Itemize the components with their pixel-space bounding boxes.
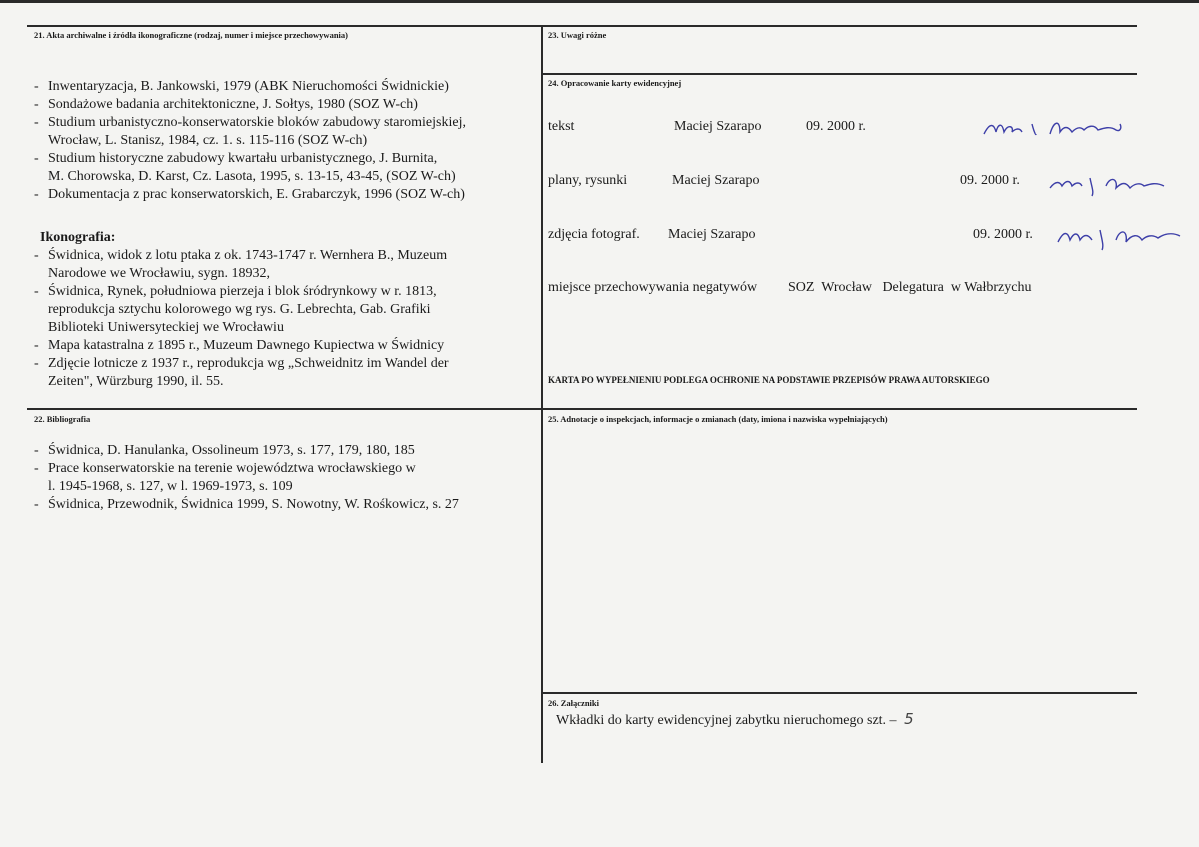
ikonografia-title: Ikonografia:: [40, 230, 116, 245]
item-text: Inwentaryzacja, B. Jankowski, 1979 (ABK Nieruchomości Świdnickie): [48, 79, 449, 94]
rule-26-top: [543, 692, 1137, 694]
signature-3: [1054, 220, 1186, 254]
list-item: - Studium historyczne zabudowy kwartału urbanistycznego, J. Burnita, M. Chorowska, D. Karst, Cz. Lasota, 1995, s. 13-15, 43-45, (SOZ W-ch): [34, 150, 466, 186]
list-item: - Świdnica, Przewodnik, Świdnica 1999, S. Nowotny, W. Rośkowicz, s. 27: [34, 497, 459, 512]
list-item: - Dokumentacja z prac konserwatorskich, E. Grabarczyk, 1996 (SOZ W-ch): [34, 187, 465, 202]
row-zdjecia-label: zdjęcia fotograf.: [548, 227, 640, 242]
attachments-text: [556, 710, 914, 730]
section-25-header: 25. Adnotacje o inspekcjach, informacje o zmianach (daty, imiona i nazwiska wypełniających): [548, 414, 888, 424]
item-text-cont: reprodukcja sztychu kolorowego wg rys. G. Lebrechta, Gab. Grafiki: [48, 302, 431, 317]
list-item: - Inwentaryzacja, B. Jankowski, 1979 (ABK Nieruchomości Świdnickie): [34, 79, 449, 94]
row-plany-date: 09. 2000 r.: [960, 173, 1020, 188]
section-21-list: [34, 78, 466, 204]
item-text: Dokumentacja z prac konserwatorskich, E. Grabarczyk, 1996 (SOZ W-ch): [48, 187, 465, 202]
attachments-count: 5: [904, 710, 914, 728]
section-22-list: [34, 442, 459, 514]
storage-label: miejsce przechowywania negatywów: [548, 280, 758, 295]
item-text: Mapa katastralna z 1895 r., Muzeum Dawnego Kupiectwa w Świdnicy: [48, 338, 445, 353]
signature-2: [1046, 168, 1172, 200]
item-text-cont: l. 1945-1968, s. 127, w l. 1969-1973, s. 109: [48, 479, 293, 494]
row-zdjecia-name: Maciej Szarapo: [668, 227, 756, 242]
rule-top: [27, 25, 1137, 27]
item-text: Prace konserwatorskie na terenie województwa wrocławskiego w: [48, 461, 416, 476]
row-tekst-date: 09. 2000 r.: [806, 119, 866, 134]
item-text: Studium historyczne zabudowy kwartału urbanistycznego, J. Burnita,: [48, 151, 438, 166]
storage-value: SOZ Wrocław Delegatura w Wałbrzychu: [788, 280, 1032, 295]
section-26-header: 26. Załączniki: [548, 698, 600, 708]
section-23-header: 23. Uwagi różne: [548, 30, 607, 40]
rule-24-top: [543, 73, 1137, 75]
list-item: - Studium urbanistyczno-konserwatorskie bloków zabudowy staromiejskiej, Wrocław, L. Stanisz, 1984, cz. 1. s. 115-116 (SOZ W-ch): [34, 115, 466, 148]
item-text-cont: Narodowe we Wrocławiu, sygn. 18932,: [48, 266, 270, 281]
item-text: Świdnica, D. Hanulanka, Ossolineum 1973, s. 177, 179, 180, 185: [48, 443, 415, 458]
row-plany-label: plany, rysunki: [548, 173, 628, 188]
section-24-header: 24. Opracowanie karty ewidencyjnej: [548, 78, 682, 88]
item-text-cont: Zeiten", Würzburg 1990, il. 55.: [48, 374, 224, 389]
item-text: Sondażowe badania architektoniczne, J. Sołtys, 1980 (SOZ W-ch): [48, 97, 418, 112]
row-zdjecia-date: 09. 2000 r.: [973, 227, 1033, 242]
item-text-cont: M. Chorowska, D. Karst, Cz. Lasota, 1995, s. 13-15, 43-45, (SOZ W-ch): [48, 169, 456, 184]
page-top-edge: [0, 0, 1199, 3]
rule-middle: [27, 408, 1137, 410]
ikonografia-list: [34, 247, 449, 391]
item-text: Studium urbanistyczno-konserwatorskie bloków zabudowy staromiejskiej,: [48, 115, 466, 130]
rule-center: [541, 25, 543, 763]
copyright-notice: KARTA PO WYPEŁNIENIU PODLEGA OCHRONIE NA PODSTAWIE PRZEPISÓW PRAWA AUTORSKIEGO: [548, 375, 990, 385]
attachments-label: Wkładki do karty ewidencyjnej zabytku nieruchomego szt. –: [556, 713, 897, 728]
row-tekst-name: Maciej Szarapo: [674, 119, 762, 134]
list-item: - Świdnica, widok z lotu ptaka z ok. 1743-1747 r. Wernhera B., Muzeum Narodowe we Wrocławiu, sygn. 18932,: [34, 248, 448, 281]
list-item: - Mapa katastralna z 1895 r., Muzeum Dawnego Kupiectwa w Świdnicy: [34, 338, 445, 353]
list-item: - Świdnica, Rynek, południowa pierzeja i blok śródrynkowy w r. 1813, reprodukcja sztychu kolorowego wg rys. G. Lebrechta, Gab. Grafiki Biblioteki Uniwersyteckiej we Wrocławiu: [34, 283, 449, 337]
row-plany-name: Maciej Szarapo: [672, 173, 760, 188]
item-text: Świdnica, widok z lotu ptaka z ok. 1743-1747 r. Wernhera B., Muzeum: [48, 248, 448, 263]
list-item: - Świdnica, D. Hanulanka, Ossolineum 1973, s. 177, 179, 180, 185: [34, 443, 415, 458]
item-text-cont: Wrocław, L. Stanisz, 1984, cz. 1. s. 115-116 (SOZ W-ch): [48, 133, 368, 148]
row-tekst-label: tekst: [548, 119, 575, 134]
item-text: Świdnica, Rynek, południowa pierzeja i blok śródrynkowy w r. 1813,: [48, 284, 437, 299]
list-item: - Zdjęcie lotnicze z 1937 r., reprodukcja wg „Schweidnitz im Wandel der Zeiten", Würzburg 1990, il. 55.: [34, 356, 449, 389]
section-22-header: 22. Bibliografia: [34, 414, 91, 424]
list-item: - Prace konserwatorskie na terenie województwa wrocławskiego w l. 1945-1968, s. 127, w l. 1969-1973, s. 109: [34, 460, 459, 496]
item-text: Świdnica, Przewodnik, Świdnica 1999, S. Nowotny, W. Rośkowicz, s. 27: [48, 497, 459, 512]
section-21-header: 21. Akta archiwalne i źródła ikonograficzne (rodzaj, numer i miejsce przechowywania): [34, 30, 348, 40]
list-item: - Sondażowe badania architektoniczne, J. Sołtys, 1980 (SOZ W-ch): [34, 97, 418, 112]
item-text-cont: Biblioteki Uniwersyteckiej we Wrocławiu: [48, 320, 284, 335]
signature-1: [980, 110, 1130, 146]
item-text: Zdjęcie lotnicze z 1937 r., reprodukcja wg „Schweidnitz im Wandel der: [48, 356, 449, 371]
